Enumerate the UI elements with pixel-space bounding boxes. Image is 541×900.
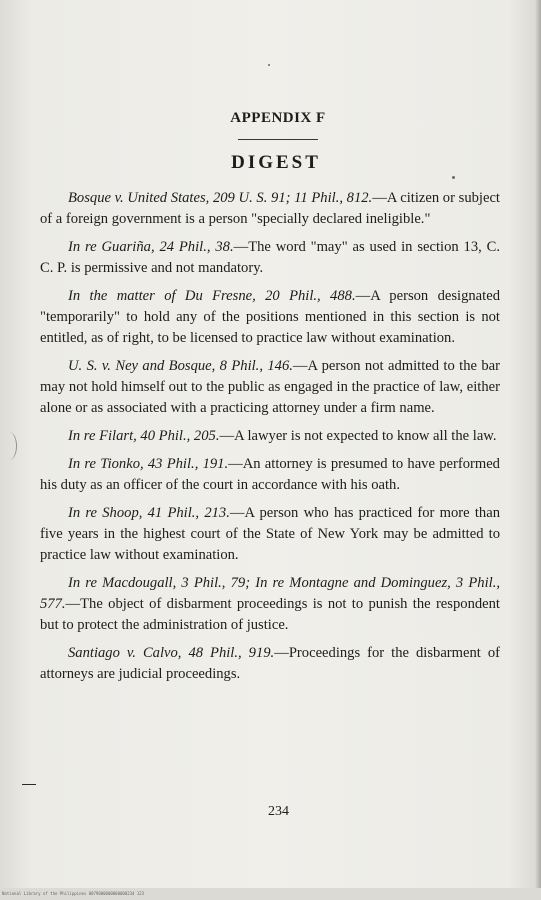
case-summary: —The object of disbarment proceedings is not to punish the respondent but to protect the administration of justice. — [40, 596, 500, 633]
digest-entry — [40, 426, 500, 447]
case-summary: —The word "may" as used in section 13, C. C. P. is permissive and not mandatory. — [40, 239, 501, 276]
case-summary: —A person who has practiced for more than five years in the highest court of the State of New York may be admitted to practice law without examination. — [40, 505, 500, 563]
section-title: DIGEST — [231, 152, 321, 173]
page-number: 234 — [268, 804, 289, 819]
case-summary: —A lawyer is not expected to know all the law. — [219, 428, 497, 444]
digest-entry — [40, 454, 500, 496]
scan-mark — [2, 432, 17, 460]
case-citation: Bosque v. United States, 209 U. S. 91; 11 Phil., 812. — [68, 190, 373, 206]
scan-speck — [268, 64, 270, 66]
digest-entry — [40, 286, 500, 349]
case-citation: In re Shoop, 41 Phil., 213. — [68, 505, 230, 521]
case-citation: In re Filart, 40 Phil., 205. — [68, 428, 220, 444]
digest-entry — [40, 188, 500, 230]
case-citation: Santiago v. Calvo, 48 Phil., 919. — [68, 645, 275, 661]
digest-entry — [40, 503, 500, 566]
case-summary: —A person not admitted to the bar may not hold himself out to the public as engaged in the practice of law, either alone or as associated with a practicing attorney under a firm name. — [40, 358, 501, 416]
case-citation: In re Tionko, 43 Phil., 191. — [68, 456, 229, 472]
case-citation: U. S. v. Ney and Bosque, 8 Phil., 146. — [68, 358, 293, 374]
case-citation: In re Guariña, 24 Phil., 38. — [68, 239, 234, 255]
digest-entry — [40, 356, 500, 419]
appendix-title: APPENDIX F — [230, 110, 326, 126]
case-summary: —A person designated "temporarily" to hold any of the positions mentioned in this section is not entitled, as of right, to be licensed to practice law without examination. — [40, 288, 500, 346]
page-edge-shadow — [535, 0, 541, 900]
case-summary: —A citizen or subject of a foreign government is a person "specially declared ineligible." — [40, 190, 500, 227]
title-rule — [238, 139, 318, 140]
document-body — [40, 110, 500, 692]
case-summary: —An attorney is presumed to have performed his duty as an officer of the court in accordance with his oath. — [40, 456, 500, 493]
digest-entries — [40, 188, 500, 685]
digest-entry — [40, 573, 500, 636]
library-footer: National Library of the Philippines 0079000000000000234 123 — [2, 891, 145, 896]
digest-entry — [40, 643, 500, 685]
scan-mark — [22, 784, 36, 785]
case-citation: In re Macdougall, 3 Phil., 79; In re Montagne and Dominguez, 3 Phil., 577. — [40, 575, 500, 612]
case-citation: In the matter of Du Fresne, 20 Phil., 488. — [68, 288, 356, 304]
digest-entry — [40, 237, 500, 279]
case-summary: —Proceedings for the disbarment of attorneys are judicial proceedings. — [40, 645, 501, 682]
